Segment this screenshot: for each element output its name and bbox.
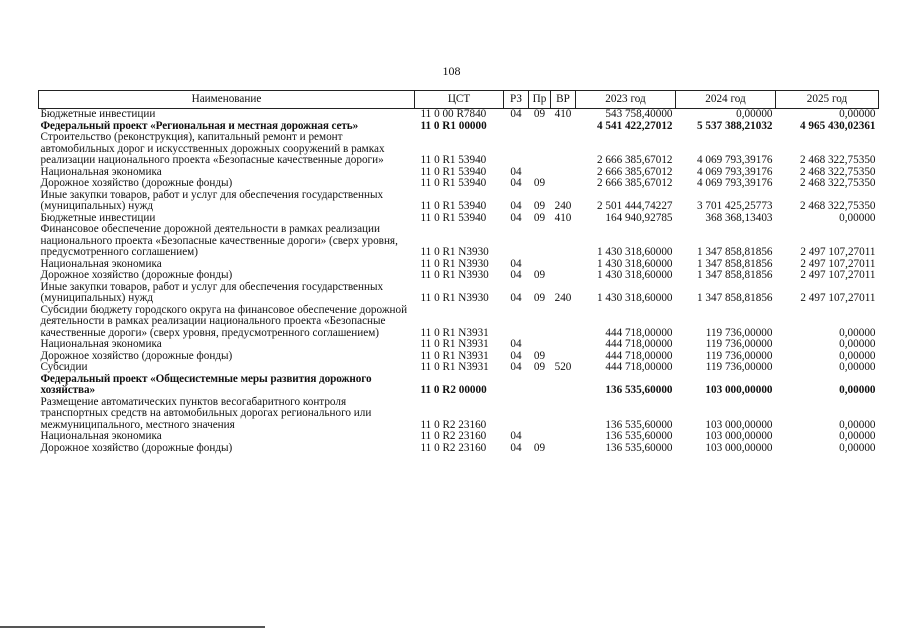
row-2023-cell: 136 535,60000 [605,441,673,454]
header-2025: 2025 год [776,91,879,109]
row-vr-cell [551,397,576,432]
table-row [39,224,879,259]
row-2025-cell: 4 965 430,02361 [799,119,876,132]
row-2023-cell: 1 430 318,60000 [596,269,673,281]
row-vr-cell: 240 [554,200,572,212]
row-pr-cell: 09 [533,269,546,281]
row-vr-cell [551,121,576,133]
row-vr-cell [551,431,576,443]
page-number: 108 [442,64,461,78]
row-2023-cell: 444 718,00000 [605,349,673,362]
header-2024: 2024 год [676,91,776,109]
row-cst-cell: 11 0 R1 53940 [420,211,487,224]
row-cst-cell: 11 0 R1 N3931 [420,361,489,373]
row-cst-cell: 11 0 R1 N3930 [420,257,489,270]
row-2025-cell: 2 468 322,75350 [799,200,876,212]
row-cst-cell: 11 0 R1 N3931 [420,338,489,350]
row-cst-cell: 11 0 R2 23160 [420,418,487,431]
row-2024-cell: 4 069 793,39176 [696,177,773,189]
row-name-cell: Национальная экономика [40,338,162,350]
row-2025-cell: 0,00000 [839,349,876,362]
row-2024-cell: 5 537 388,21032 [696,119,773,132]
row-cst-cell: 11 0 R1 00000 [420,119,487,132]
table-row [39,270,879,282]
row-2023-cell: 136 535,60000 [605,430,673,442]
row-rz-cell: 04 [510,338,522,350]
row-rz-cell: 04 [510,349,522,362]
row-rz-cell: 04 [510,211,522,224]
table-row [39,109,879,121]
table-header-row [39,91,879,109]
row-rz-cell: 04 [510,165,522,178]
row-2024-cell: 103 000,00000 [705,418,773,431]
header-pr: Пр [529,91,551,109]
row-2023-cell: 136 535,60000 [605,384,673,396]
row-2025-cell: 0,00000 [839,384,876,396]
row-2023-cell: 136 535,60000 [605,418,673,431]
row-name-cell: Федеральный проект «Региональная и местная дорожная сеть» [40,119,359,132]
row-2024-cell: 3 701 425,25773 [696,200,773,212]
row-2023-cell: 164 940,92785 [605,211,673,224]
table-row [39,305,879,340]
row-2025-cell: 0,00000 [839,108,876,120]
row-2025-cell: 2 468 322,75350 [799,177,876,189]
row-2023-cell: 2 666 385,67012 [596,154,673,166]
row-cst-cell: 11 0 R1 N3930 [420,292,489,304]
row-2024-cell: 0,00000 [736,108,773,120]
row-2024-cell: 4 069 793,39176 [696,165,773,178]
row-cst-cell: 11 0 R1 N3930 [420,269,489,281]
table-row [39,282,879,305]
header-2023: 2023 год [576,91,676,109]
row-2025-cell: 0,00000 [839,338,876,350]
row-pr-cell [529,224,551,259]
page-edge-line [0,626,265,628]
row-cst-cell: 11 0 R2 23160 [420,430,487,442]
row-pr-cell: 09 [533,177,546,189]
row-pr-cell [529,397,551,432]
row-2024-cell: 103 000,00000 [705,384,773,396]
row-pr-cell: 09 [533,108,546,120]
row-2023-cell: 1 430 318,60000 [596,292,673,304]
row-vr-cell [551,167,576,179]
row-2025-cell: 2 497 107,27011 [800,246,876,258]
table-row [39,397,879,432]
table-row [39,339,879,351]
row-name-cell: Дорожное хозяйство (дорожные фонды) [40,349,233,362]
row-name-cell: Бюджетные инвестиции [40,211,156,224]
row-pr-cell [529,132,551,167]
row-2024-cell: 103 000,00000 [705,441,773,454]
row-2023-cell: 444 718,00000 [605,326,673,339]
row-name-cell: Субсидии [40,361,88,373]
table-row [39,190,879,213]
row-pr-cell: 09 [533,361,546,373]
table-row [39,443,879,455]
row-2024-cell: 119 736,00000 [705,338,773,350]
row-name-cell: Национальная экономика [40,165,162,178]
row-name-cell: Иные закупки товаров, работ и услуг для обеспечения государственных (муниципальных) нужд [40,280,384,304]
row-2023-cell: 2 666 385,67012 [596,177,673,189]
row-pr-cell [529,339,551,351]
row-2025-cell: 0,00000 [839,326,876,339]
row-pr-cell: 09 [533,211,546,224]
row-2024-cell: 119 736,00000 [705,326,773,339]
row-2025-cell: 0,00000 [839,211,876,224]
row-2023-cell: 2 666 385,67012 [596,165,673,178]
row-vr-cell [551,178,576,190]
row-rz-cell [504,121,529,133]
row-vr-cell [551,132,576,167]
row-name-cell: Дорожное хозяйство (дорожные фонды) [40,441,233,454]
row-2025-cell: 0,00000 [839,418,876,431]
row-name-cell: Финансовое обеспечение дорожной деятельности в рамках реализации национального проекта «Безопасные качественные дороги» (сверх уровня, предусмотренного соглашением) [40,223,398,258]
row-rz-cell: 04 [510,200,522,212]
row-rz-cell [504,224,529,259]
row-vr-cell: 240 [554,292,572,304]
row-2024-cell: 1 347 858,81856 [696,269,773,281]
row-cst-cell: 11 0 R2 00000 [420,384,487,396]
row-name-cell: Национальная экономика [40,257,162,270]
table-row [39,374,879,397]
row-rz-cell: 04 [510,269,522,281]
row-rz-cell [504,305,529,340]
row-name-cell: Размещение автоматических пунктов весогабаритного контроля транспортных средств на автомобильных дорогах регионального или межмуниципального, местного значения [40,395,372,431]
row-name-cell: Строительство (реконструкция), капитальный ремонт и ремонт автомобильных дорог и искусственных дорожных сооружений в рамках реализации национального проекта «Безопасные качественные дороги» [40,131,385,166]
row-2023-cell: 1 430 318,60000 [596,257,673,270]
row-vr-cell: 410 [554,108,572,120]
row-2023-cell: 2 501 444,74227 [596,200,673,212]
row-2024-cell: 1 347 858,81856 [696,257,773,270]
row-rz-cell: 04 [510,177,522,189]
row-cst-cell: 11 0 R1 53940 [420,200,487,212]
row-2025-cell: 2 497 107,27011 [800,269,876,281]
header-rz: РЗ [504,91,529,109]
row-cst-cell: 11 0 R1 53940 [420,177,487,189]
row-2024-cell: 103 000,00000 [705,430,773,442]
row-vr-cell [551,443,576,455]
row-2023-cell: 4 541 422,27012 [596,119,673,132]
row-vr-cell: 410 [554,211,572,224]
row-2025-cell: 2 468 322,75350 [799,154,876,166]
row-2024-cell: 119 736,00000 [705,361,773,373]
row-name-cell: Субсидии бюджету городского округа на финансовое обеспечение дорожной деятельности в рамках реализации национального проекта «Безопасные качественные дороги» (сверх уровня, предусмотренного соглашением) [40,303,408,339]
row-2024-cell: 4 069 793,39176 [696,154,773,166]
table-row [39,132,879,167]
row-cst-cell: 11 0 R1 53940 [420,165,487,178]
table-body [39,109,879,455]
table-row [39,362,879,374]
row-pr-cell [529,374,551,397]
row-name-cell: Дорожное хозяйство (дорожные фонды) [40,269,233,281]
header-name: Наименование [39,91,415,109]
row-rz-cell: 04 [510,441,522,454]
row-2025-cell: 0,00000 [839,430,876,442]
row-pr-cell: 09 [533,292,546,304]
row-2023-cell: 543 758,40000 [605,108,673,120]
table-row [39,431,879,443]
row-rz-cell: 04 [510,257,522,270]
row-pr-cell: 09 [533,441,546,454]
row-cst-cell: 11 0 R1 53940 [420,154,487,166]
row-rz-cell: 04 [510,108,522,120]
row-2024-cell: 1 347 858,81856 [696,246,773,258]
row-2023-cell: 444 718,00000 [605,338,673,350]
row-rz-cell: 04 [510,361,522,373]
row-name-cell: Национальная экономика [40,430,162,442]
row-rz-cell: 04 [510,292,522,304]
row-vr-cell [551,305,576,340]
row-2025-cell: 0,00000 [839,361,876,373]
budget-table [38,90,879,454]
row-vr-cell [551,339,576,351]
row-2025-cell: 2 468 322,75350 [799,165,876,178]
row-2025-cell: 2 497 107,27011 [800,292,876,304]
row-rz-cell [504,132,529,167]
table-row [39,178,879,190]
row-2023-cell: 1 430 318,60000 [596,246,673,258]
row-2024-cell: 368 368,13403 [705,211,773,224]
row-vr-cell [551,259,576,271]
row-rz-cell: 04 [510,430,522,442]
row-2024-cell: 119 736,00000 [705,349,773,362]
row-cst-cell: 11 0 R1 N3931 [420,326,489,339]
row-name-cell: Федеральный проект «Общесистемные меры развития дорожного хозяйства» [40,372,372,396]
row-name-cell: Бюджетные инвестиции [40,108,156,120]
row-cst-cell: 11 0 R2 23160 [420,441,487,454]
row-pr-cell: 09 [533,200,546,212]
row-cst-cell: 11 0 00 R7840 [420,108,487,120]
row-pr-cell [529,305,551,340]
row-2024-cell: 1 347 858,81856 [696,292,773,304]
row-cst-cell: 11 0 R1 N3930 [420,246,489,258]
row-2023-cell: 444 718,00000 [605,361,673,373]
header-cst: ЦСТ [415,91,504,109]
row-name-cell: Дорожное хозяйство (дорожные фонды) [40,177,233,189]
row-vr-cell [551,374,576,397]
row-name-cell: Иные закупки товаров, работ и услуг для обеспечения государственных (муниципальных) нужд [40,188,384,212]
row-rz-cell [504,397,529,432]
row-2025-cell: 2 497 107,27011 [800,257,876,270]
row-cst-cell: 11 0 R1 N3931 [420,349,489,362]
row-rz-cell [504,374,529,397]
row-vr-cell [551,270,576,282]
row-vr-cell [551,224,576,259]
row-vr-cell: 520 [554,361,572,373]
row-pr-cell: 09 [533,349,546,362]
row-pr-cell [529,121,551,133]
row-pr-cell [529,431,551,443]
header-vr: ВР [551,91,576,109]
row-2025-cell: 0,00000 [839,441,876,454]
